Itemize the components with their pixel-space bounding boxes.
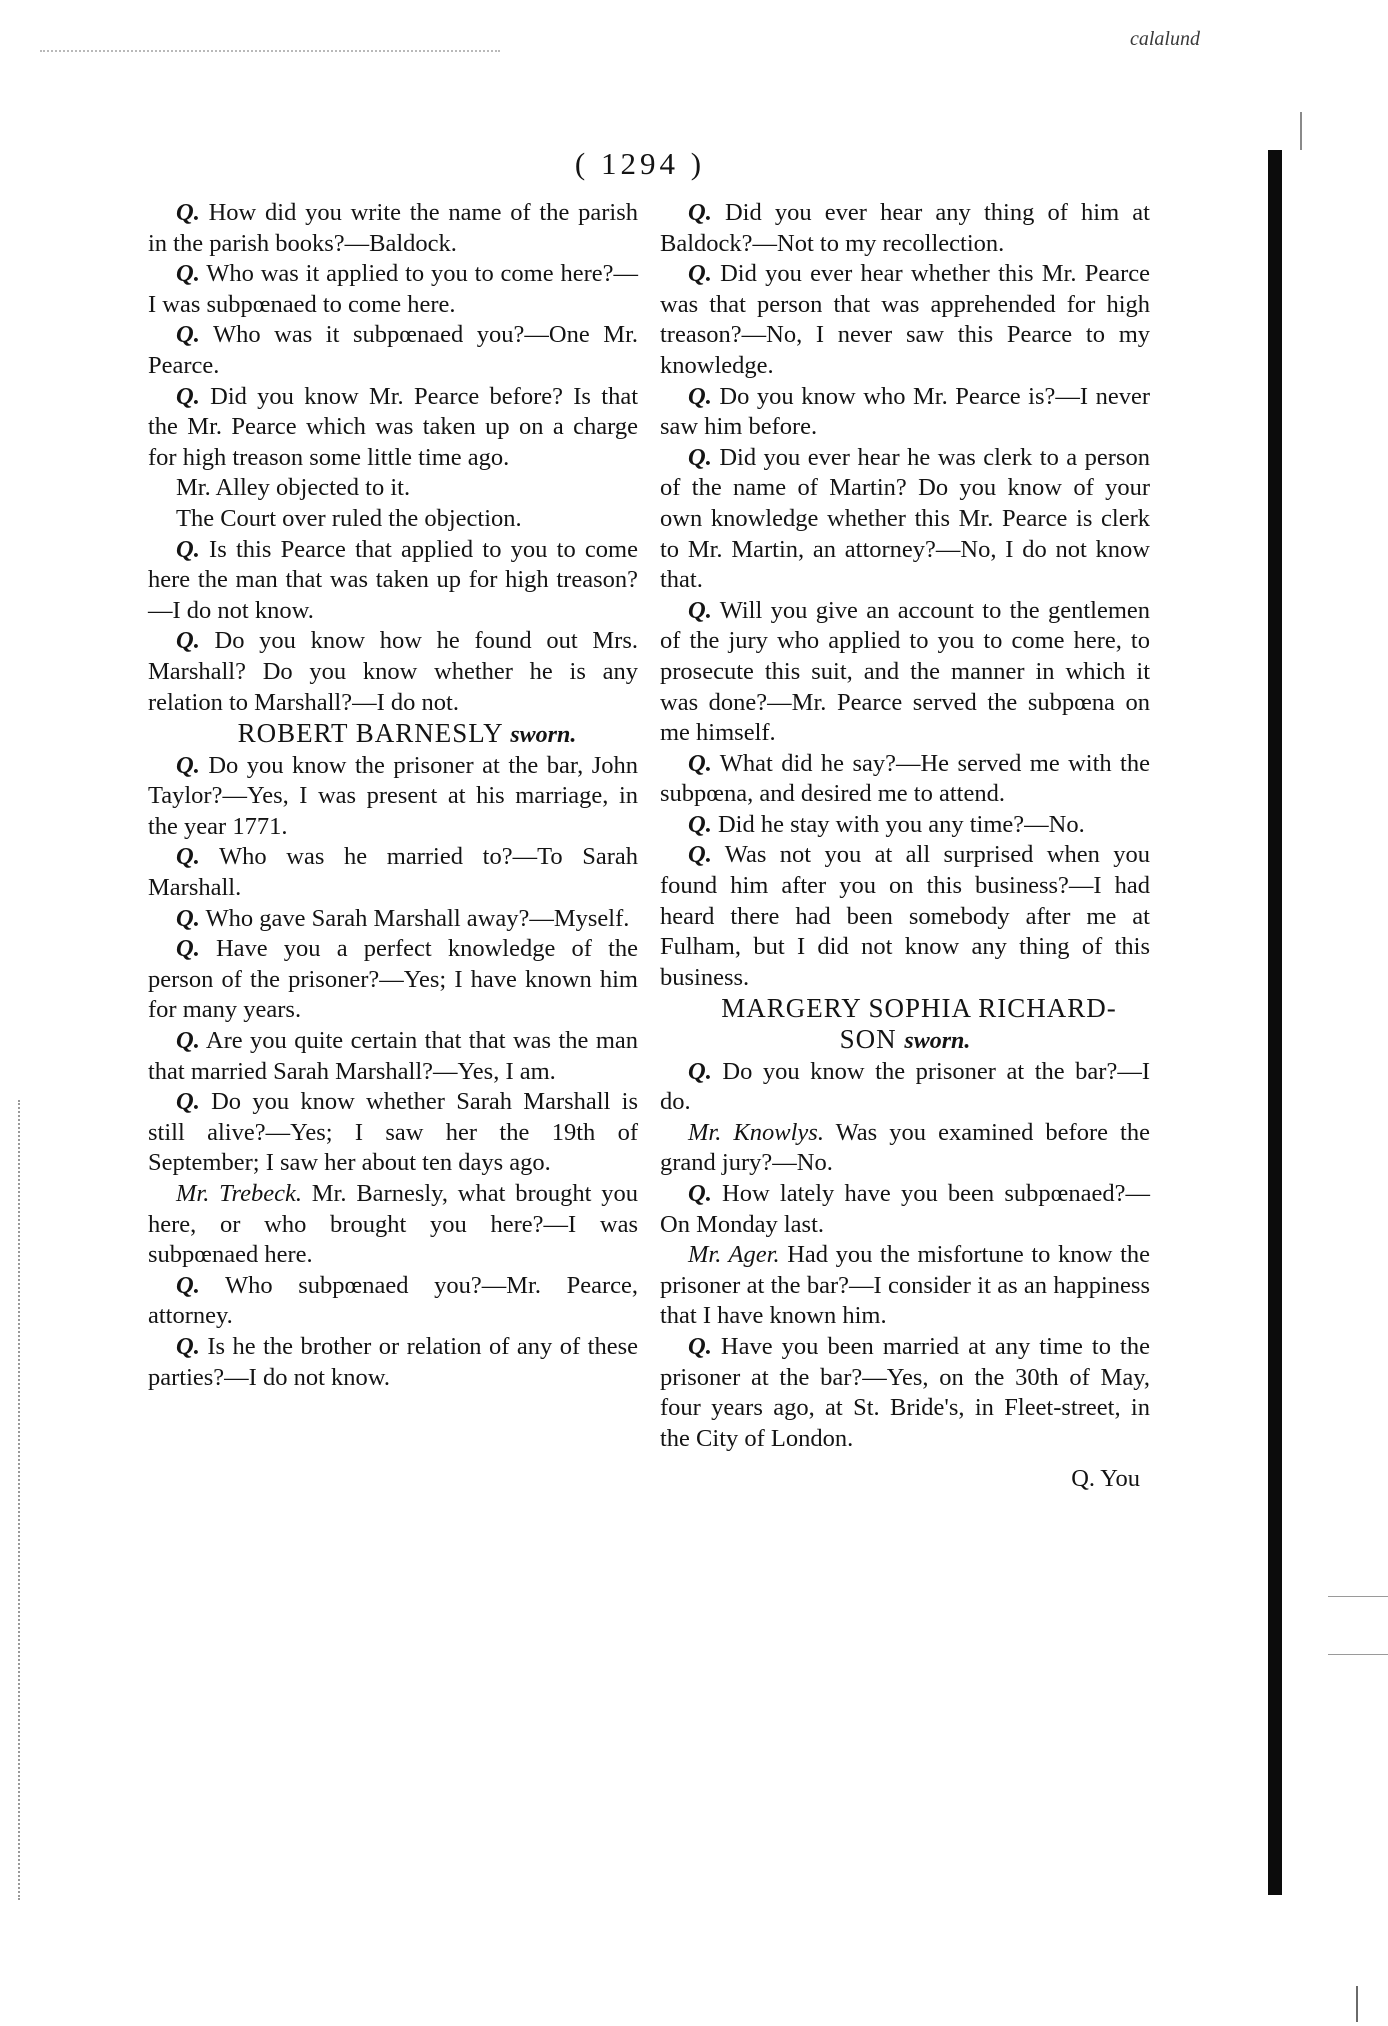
paragraph: Q. Who gave Sarah Marshall away?—Myself. [176,904,630,932]
paragraph: Mr. Alley objected to it. [176,474,411,502]
paragraph: Q. Do you know the prisoner at the bar, John Taylor?—Yes, I was present at his marriage, in the year 1771. [148,751,638,840]
right-column [660,198,1150,1495]
paragraph: Mr. Ager. Had you the misfortune to know the prisoner at the bar?—I consider it as an happiness that I have known him. [660,1241,1151,1330]
paragraph: The Court over ruled the objection. [176,504,522,532]
paragraph: Mr. Knowlys. Was you examined before the grand jury?—No. [660,1118,1150,1177]
page-number: ( 1294 ) [574,146,706,181]
scan-edge-line [1328,1654,1388,1655]
paragraph: Q. Do you know the prisoner at the bar?—I do. [660,1057,1150,1116]
paragraph: Q. Who was it applied to you to come here?—I was subpœnaed to come here. [148,260,638,318]
paragraph: Q. Is he the brother or relation of any of these parties?—I do not know. [148,1332,638,1391]
scan-artifact-dots [40,50,500,62]
speaker-label: Mr. Knowlys. [688,1118,824,1146]
speaker-label: Mr. Ager. [688,1241,780,1269]
catchword: Q. You [1071,1465,1140,1493]
paragraph: Q. Do you know who Mr. Pearce is?—I never saw him before. [660,382,1150,441]
witness-heading: MARGERY SOPHIA RICHARD- SON sworn. [721,993,1117,1055]
scan-edge-line [1328,1596,1388,1597]
paragraph: Q. Do you know whether Sarah Marshall is still alive?—Yes; I saw her the 19th of September; I saw her about ten days ago. [148,1088,638,1177]
paragraph: Q. Did you know Mr. Pearce before? Is that the Mr. Pearce which was taken up on a charge for high treason some little time ago. [148,382,638,471]
paragraph: Q. Who was it subpœnaed you?—One Mr. Pearce. [148,321,638,379]
paragraph: Q. Have you a perfect knowledge of the person of the prisoner?—Yes; I have known him for many years. [148,935,638,1024]
corner-stamp: calalund [1130,28,1200,50]
paragraph: Q. What did he say?—He served me with the subpœna, and desired me to attend. [660,749,1150,808]
paragraph: Q. Have you been married at any time to the prisoner at the bar?—Yes, on the 30th of May, four years ago, at St. Bride's, in Fleet-street, in the City of London. [660,1332,1150,1452]
paragraph: Q. How did you write the name of the parish in the parish books?—Baldock. [148,199,638,257]
paragraph: Mr. Trebeck. Mr. Barnesly, what brought you here, or who brought you here?—I was subpœnaed here. [148,1180,638,1269]
page-gutter-shadow [1268,150,1282,1895]
paragraph: Q. Are you quite certain that that was the man that married Sarah Marshall?—Yes, I am. [148,1027,638,1085]
scan-artifact-tick [1356,1986,1358,2022]
paragraph: Q. Did you ever hear whether this Mr. Pearce was that person that was apprehended for high treason?—No, I never saw this Pearce to my knowledge. [660,260,1150,379]
paragraph: Q. Did you ever hear any thing of him at Baldock?—Not to my recollection. [660,199,1150,257]
paragraph: Q. Who was he married to?—To Sarah Marshall. [148,843,638,902]
paragraph: Q. Will you give an account to the gentlemen of the jury who applied to you to come here, to prosecute this suit, and the manner in which it was done?—Mr. Pearce served the subpœna on me himself. [660,596,1150,747]
scan-artifact-specks [18,1100,42,1900]
speaker-label: Mr. Trebeck. [176,1180,302,1207]
paragraph: Q. Was not you at all surprised when you found him after you on this business?—I had heard there had been somebody after me at Fulham, but I did not know any thing of this business. [660,841,1150,991]
paragraph: Q. Did he stay with you any time?—No. [688,810,1085,838]
scan-artifact-tick [1300,112,1302,150]
paragraph: Q. How lately have you been subpœnaed?—On Monday last. [660,1180,1150,1238]
left-column [148,198,638,1393]
paragraph: Q. Is this Pearce that applied to you to come here the man that was taken up for high treason?—I do not know. [148,535,638,624]
paragraph: Q. Did you ever hear he was clerk to a person of the name of Martin? Do you know of your own knowledge whether this Mr. Pearce is clerk to Mr. Martin, an attorney?—No, I do not know that. [660,443,1150,594]
paragraph: Q. Who subpœnaed you?—Mr. Pearce, attorney. [148,1271,638,1330]
witness-heading: ROBERT BARNESLY sworn. [237,718,577,749]
paragraph: Q. Do you know how he found out Mrs. Marshall? Do you know whether he is any relation to Marshall?—I do not. [148,627,638,716]
